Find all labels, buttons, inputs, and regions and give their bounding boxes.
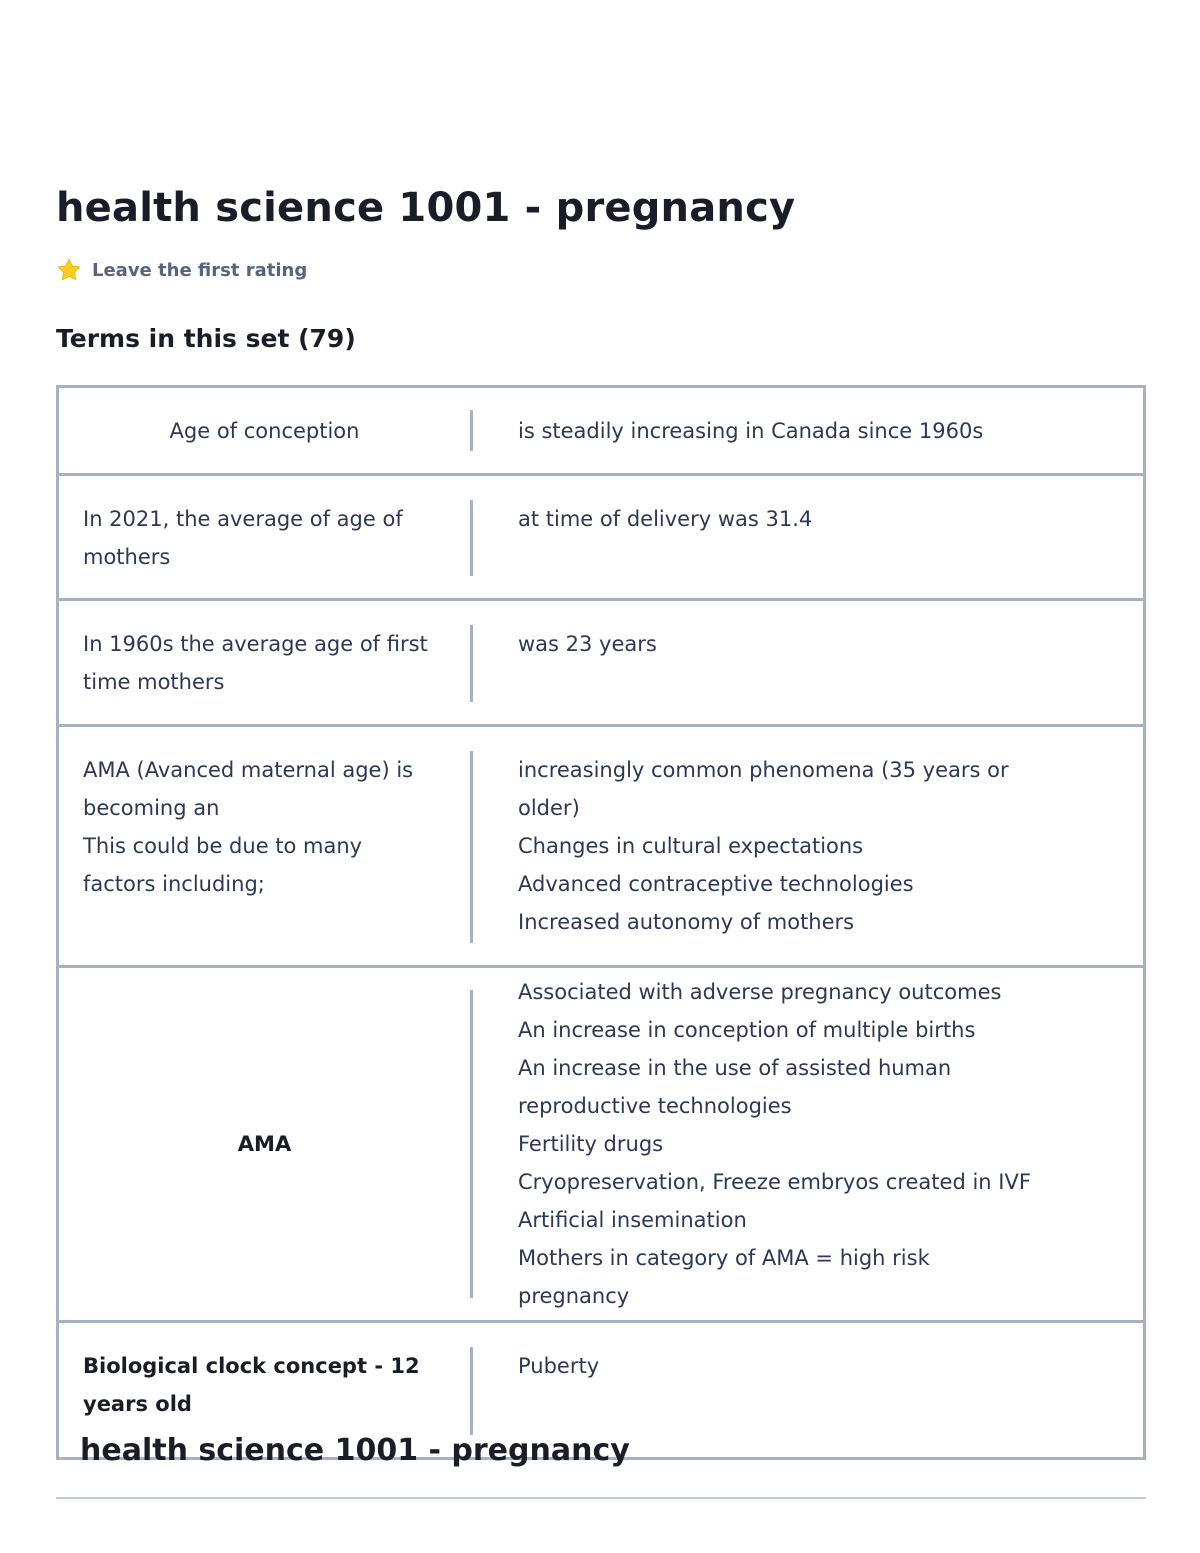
definition-line: Increased autonomy of mothers: [518, 910, 855, 934]
term-card: [56, 965, 1146, 1323]
definition-line: Cryopreservation, Freeze embryos created in IVF: [518, 1170, 1031, 1194]
definition: [473, 751, 1143, 965]
terms-heading: Terms in this set (79): [56, 324, 356, 353]
definition-line: Changes in cultural expectations: [518, 834, 864, 858]
definition-line: An increase in conception of multiple births: [518, 1018, 976, 1042]
definition-line: Mothers in category of AMA = high risk pregnancy: [518, 1246, 930, 1308]
term-card: [56, 385, 1146, 476]
term-text: In 1960s the average age of first time mothers: [83, 632, 428, 694]
term-text: In 2021, the average of age of mothers: [83, 507, 403, 569]
definition: [473, 625, 1143, 724]
term-card: [56, 473, 1146, 601]
definition-line: increasingly common phenomena (35 years or older): [518, 758, 1009, 820]
star-icon: [56, 257, 82, 283]
term-card: [56, 598, 1146, 727]
term-text: AMA (Avanced maternal age) is becoming an This could be due to many factors including;: [83, 758, 414, 896]
term-text: AMA: [237, 1132, 292, 1156]
rating-row[interactable]: [56, 256, 307, 284]
footer-divider: [56, 1497, 1146, 1499]
term-card: [56, 724, 1146, 968]
footer-title: health science 1001 - pregnancy: [80, 1433, 630, 1468]
leave-rating-link[interactable]: Leave the first rating: [92, 259, 308, 281]
definition: [473, 388, 1143, 473]
definition: [473, 500, 1143, 598]
definition-line: at time of delivery was 31.4: [518, 507, 813, 531]
definition-line: Fertility drugs: [518, 1132, 664, 1156]
page-title: health science 1001 - pregnancy: [56, 185, 796, 231]
definition-line: Artificial insemination: [518, 1208, 747, 1232]
definition-line: Puberty: [518, 1354, 600, 1378]
definition-line: is steadily increasing in Canada since 1960s: [518, 418, 984, 443]
definition-line: An increase in the use of assisted human reproductive technologies: [518, 1056, 952, 1118]
definition: [473, 968, 1143, 1320]
term-text: Age of conception: [169, 418, 360, 443]
definition-line: Advanced contraceptive technologies: [518, 872, 914, 896]
terms-list: [56, 385, 1146, 1416]
definition-line: Associated with adverse pregnancy outcomes: [518, 980, 1002, 1004]
definition-line: was 23 years: [518, 632, 657, 656]
term-text: Biological clock concept - 12 years old: [83, 1354, 420, 1416]
